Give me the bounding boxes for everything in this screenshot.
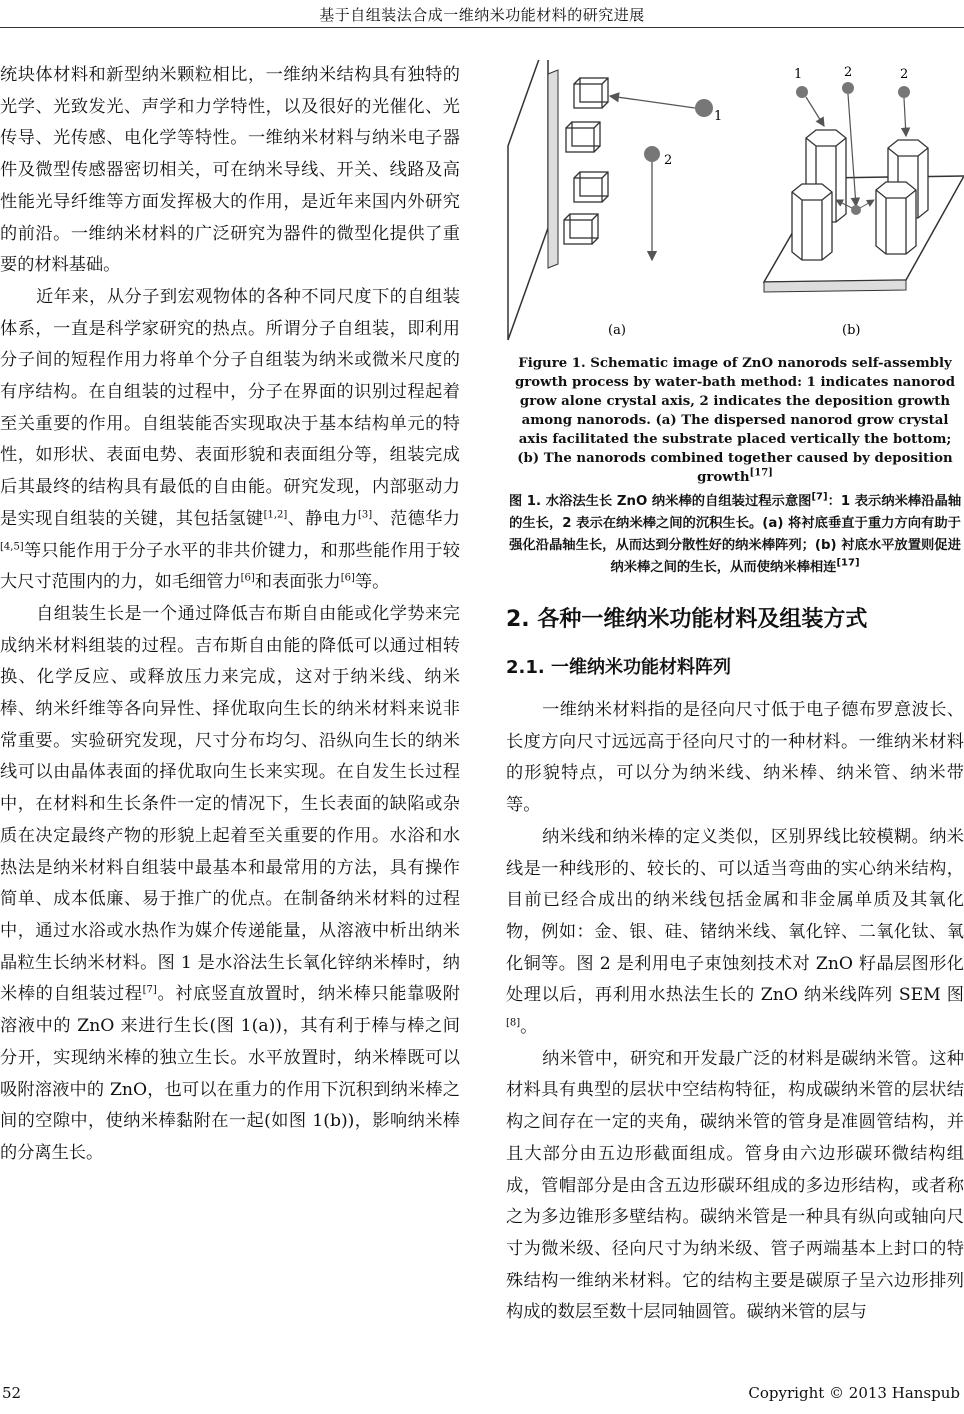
left-column	[0, 60, 460, 1170]
header-rule	[0, 27, 964, 28]
label-panel-a: (a)	[608, 323, 626, 338]
label-b-1: 1	[794, 67, 803, 82]
substrate-vertical	[508, 60, 558, 340]
figure-1	[506, 60, 964, 342]
horizontal-nanorods	[564, 78, 608, 244]
text-run: 和表面张力	[254, 572, 341, 593]
citation-17: [17]	[749, 467, 773, 479]
citation-8: [8]	[506, 1017, 521, 1029]
figure-caption-chinese	[506, 491, 964, 579]
section-2-title: 2. 各种一维纳米功能材料及组装方式	[506, 607, 868, 632]
text-run: 纳米线和纳米棒的定义类似，区别界线比较模糊。纳米线是一种线形的、较长的、可以适当弯曲的实心纳米结构，目前已经合成出的纳米线包括金属和非金属单质及其氧化物，例如：金、银、硅、锗纳米线、氧化锌、二氧化钛、氧化铜等。图 2 是利用电子束蚀刻技术对 ZnO 籽晶层图形化处理以后，再利用水热法生长的 ZnO 纳米线阵列 SEM 图	[506, 826, 964, 1006]
paragraph-nanowire	[506, 822, 964, 1044]
text-run: ：1 表示纳米棒沿晶轴的生长，2 表示在纳米棒之间的沉积生长。(a) 将衬底垂直于重力方向有助于强化沿晶轴生长，从而达到分散性好的纳米棒阵列；(b) 衬底水平放置则促进纳米棒之间的生长，从而使纳米棒相连	[509, 494, 962, 575]
citation-6b: [6]	[340, 572, 355, 584]
figure-caption-english	[506, 354, 964, 487]
text-run: 。衬底竖直放置时，纳米棒只能靠吸附溶液中的 ZnO 来进行生长(图 1(a))，其有利于棒与棒之间分开，实现纳米棒的独立生长。水平放置时，纳米棒既可以吸附溶液中的 ZnO，也可以在重力的作用下沉积到纳米棒之间的空隙中，使纳米棒黏附在一起(如图 1(b))，影响纳米棒的分离生长。	[0, 984, 460, 1163]
citation-3: [3]	[357, 509, 373, 521]
right-column	[506, 60, 964, 1329]
citation-17-cap: [17]	[836, 557, 860, 569]
text-run: 等只能作用于分子水平的非共价键力，和那些能作用于较大尺寸范围内的力，如毛细管力	[0, 540, 460, 593]
label-b-2b: 2	[900, 67, 909, 82]
copyright-notice: Copyright © 2013 Hanspub	[748, 1384, 960, 1402]
section-2-1-title: 2.1. 一维纳米功能材料阵列	[506, 657, 731, 678]
paragraph-self-assembly	[0, 282, 460, 599]
page-number: 52	[2, 1384, 22, 1402]
citation-1-2: [1,2]	[263, 509, 288, 521]
text-run: 、范德华力	[372, 508, 460, 529]
citation-4-5: [4,5]	[0, 540, 24, 552]
text-run: Figure 1. Schematic image of ZnO nanorods self-assembly growth process by water-bath method: 1 indicates nanorod grow alone crystal axis, 2 indicates the deposition growth among nanorods. (a) The dispersed nanorod grow crystal axis facilitated the substrate placed vertically the bottom; (b) The nanorods combined together caused by deposition growth	[515, 356, 955, 485]
text-run: 自组装生长是一个通过降低吉布斯自由能或化学势来完成纳米材料组装的过程。吉布斯自由能的降低可以通过相转换、化学反应、或释放压力来完成，这对于纳米线、纳米棒、纳米纤维等各向异性、择优取向生长的纳米材料来说非常重要。实验研究发现，尺寸分布均匀、沿纵向生长的纳米线可以由晶体表面的择优取向生长来实现。在自发生长过程中，在材料和生长条件一定的情况下，生长表面的缺陷或杂质在决定最终产物的形貌上起着至关重要的作用。水浴和水热法是纳米材料自组装中最基本和最常用的方法，具有操作简单、成本低廉、易于推广的优点。在制备纳米材料的过程中，通过水浴或水热作为媒介传递能量，从溶液中析出纳米晶粒生长纳米材料。图 1 是水浴法生长氧化锌纳米棒时，纳米棒的自组装过程	[0, 603, 460, 1005]
paragraph-1d-definition: 一维纳米材料指的是径向尺寸低于电子德布罗意波长、长度方向尺寸远远高于径向尺寸的一种材料。一维纳米材料的形貌特点，可以分为纳米线、纳米棒、纳米管、纳米带等。	[506, 700, 964, 816]
paragraph-nanotube: 纳米管中，研究和开发最广泛的材料是碳纳米管。这种材料具有典型的层状中空结构特征，构成碳纳米管的层状结构之间存在一定的夹角，碳纳米管的管身是准圆管结构，并且大部分由五边形截面组成。管身由六边形碳环微结构组成，管帽部分是由含五边形碳环组成的多边形结构，或者称之为多边锥形多壁结构。碳纳米管是一种具有纵向或轴向尺寸为微米级、径向尺寸为纳米级、管子两端基本上封口的特殊结构一维纳米材料。它的结构主要是碳原子呈六边形排列构成的数层至数十层同轴圆管。碳纳米管的层与	[506, 1048, 964, 1323]
label-arrow-2: 2	[664, 153, 673, 168]
paragraph-intro-end: 统块体材料和新型纳米颗粒相比，一维纳米结构具有独特的光学、光致发光、声学和力学特性，以及很好的光催化、光传导、光传感、电化学等特性。一维纳米材料与纳米电子器件及微型传感器密切相关，可在纳米导线、开关、线路及高性能光导纤维等方面发挥极大的作用，是近年来国内外研究的前沿。一维纳米材料的广泛研究为器件的微型化提供了重要的材料基础。	[0, 65, 460, 276]
text-run: 等。	[354, 572, 390, 593]
paragraph-growth	[0, 599, 460, 1170]
figure-1-schematic	[506, 60, 964, 342]
citation-7-cap: [7]	[811, 491, 828, 503]
label-panel-b: (b)	[842, 323, 861, 338]
text-run: 、静电力	[287, 508, 358, 529]
text-run: 近年来，从分子到宏观物体的各种不同尺度下的自组装体系，一直是科学家研究的热点。所谓分子自组装，即利用分子间的短程作用力将单个分子自组装为纳米或微米尺度的有序结构。在自组装的过程中，分子在界面的识别过程起着至关重要的作用。自组装能否实现取决于基本结构单元的特性，如形状、表面电势、表面形貌和表面组分等，组装完成后其最终的结构具有最低的自由能。研究发现，内部驱动力是实现自组装的关键，其包括氢键	[0, 286, 460, 529]
citation-7: [7]	[142, 984, 157, 996]
running-header: 基于自组装法合成一维纳米功能材料的研究进展	[319, 6, 645, 24]
citation-6: [6]	[240, 572, 255, 584]
zno-particles-a	[610, 96, 713, 260]
label-b-2: 2	[844, 65, 853, 80]
label-arrow-1: 1	[714, 109, 723, 124]
text-run: 图 1. 水浴法生长 ZnO 纳米棒的自组装过程示意图	[508, 494, 812, 509]
text-run: 。	[520, 1017, 538, 1038]
